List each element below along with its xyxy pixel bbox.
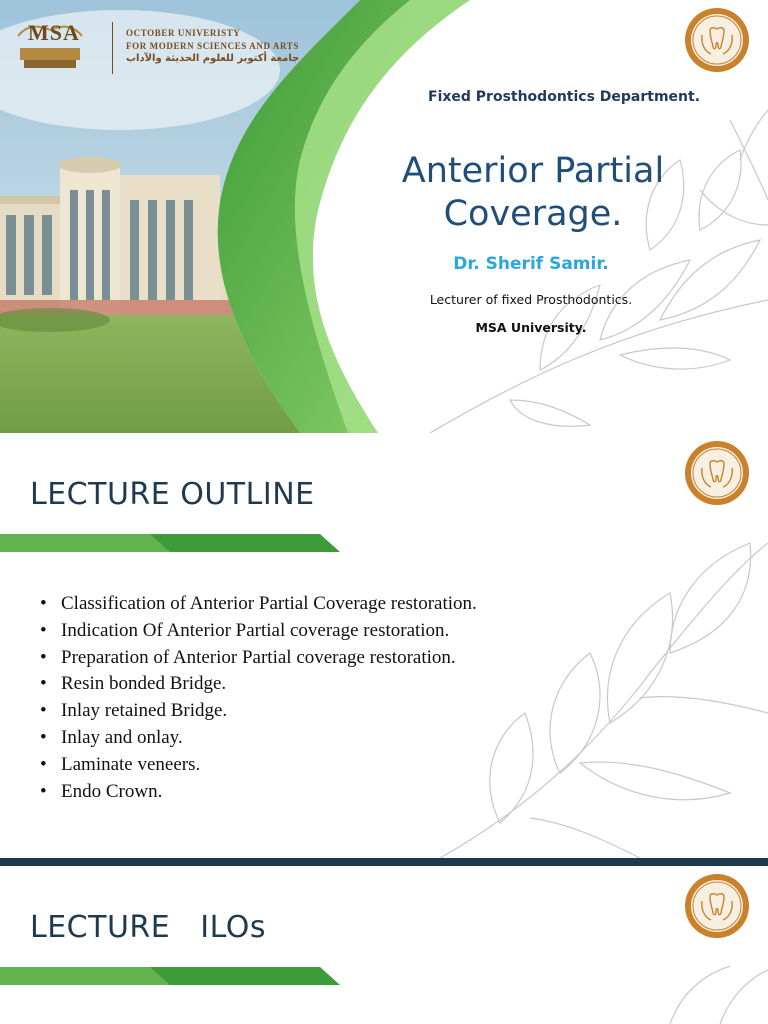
bullet-icon: • xyxy=(40,646,47,668)
tooth-seal-icon xyxy=(684,873,750,939)
list-item-text: Classification of Anterior Partial Coverage restoration. xyxy=(61,593,477,614)
bullet-icon: • xyxy=(40,593,47,614)
bullet-icon: • xyxy=(40,673,47,695)
bullet-icon: • xyxy=(40,726,47,748)
title-slide xyxy=(0,0,768,433)
logo-divider xyxy=(112,22,113,74)
department-name: Fixed Prosthodontics Department. xyxy=(428,89,701,105)
university-name-arabic: جامعة أكتوبر للعلوم الحديثة والآداب xyxy=(126,53,300,64)
list-item-text: Resin bonded Bridge. xyxy=(61,673,227,695)
bullet-icon: • xyxy=(40,780,47,802)
heading-underline-bar xyxy=(0,967,340,985)
msa-logo-text: MSA xyxy=(28,20,80,45)
list-item xyxy=(40,591,477,618)
list-item-text: Indication Of Anterior Partial coverage restoration. xyxy=(61,619,450,641)
presenter-position: Lecturer of fixed Prosthodontics. xyxy=(429,292,633,307)
bullet-icon: • xyxy=(40,619,47,641)
presenter-name: Dr. Sherif Samir. xyxy=(453,254,609,274)
bullet-icon: • xyxy=(40,700,47,722)
list-item-text: Preparation of Anterior Partial coverage restoration. xyxy=(61,646,456,668)
list-item xyxy=(40,671,477,698)
slide-title-line2: Coverage. xyxy=(443,194,623,234)
list-item-text: Inlay and onlay. xyxy=(61,726,183,748)
presenter-university: MSA University. xyxy=(475,320,587,335)
list-item xyxy=(40,779,477,806)
tooth-seal-icon xyxy=(684,7,750,73)
list-item xyxy=(40,698,477,725)
university-logo xyxy=(16,18,316,76)
leaf-decoration xyxy=(660,966,768,1024)
list-item-text: Endo Crown. xyxy=(61,780,163,802)
ilos-slide xyxy=(0,866,768,1024)
university-name-line1: OCTOBER UNIVERISTY xyxy=(126,28,241,38)
university-name-line2: FOR MODERN SCIENCES AND ARTS xyxy=(126,41,300,51)
leaf-decoration xyxy=(440,523,768,858)
section-heading: LECTURE OUTLINE xyxy=(30,477,315,512)
slide-divider xyxy=(0,858,768,866)
outline-slide xyxy=(0,433,768,858)
heading-underline-bar xyxy=(0,534,340,552)
list-item-text: Laminate veneers. xyxy=(61,753,201,775)
tooth-seal-icon xyxy=(684,440,750,506)
slide-title-line1: Anterior Partial xyxy=(401,151,665,191)
outline-list xyxy=(40,591,477,805)
list-item xyxy=(40,645,477,672)
list-item xyxy=(40,618,477,645)
section-heading: LECTURE ILOs xyxy=(30,910,267,945)
bullet-icon: • xyxy=(40,753,47,775)
list-item xyxy=(40,752,477,779)
list-item-text: Inlay retained Bridge. xyxy=(61,700,228,722)
slide-title xyxy=(360,150,706,236)
list-item xyxy=(40,725,477,752)
